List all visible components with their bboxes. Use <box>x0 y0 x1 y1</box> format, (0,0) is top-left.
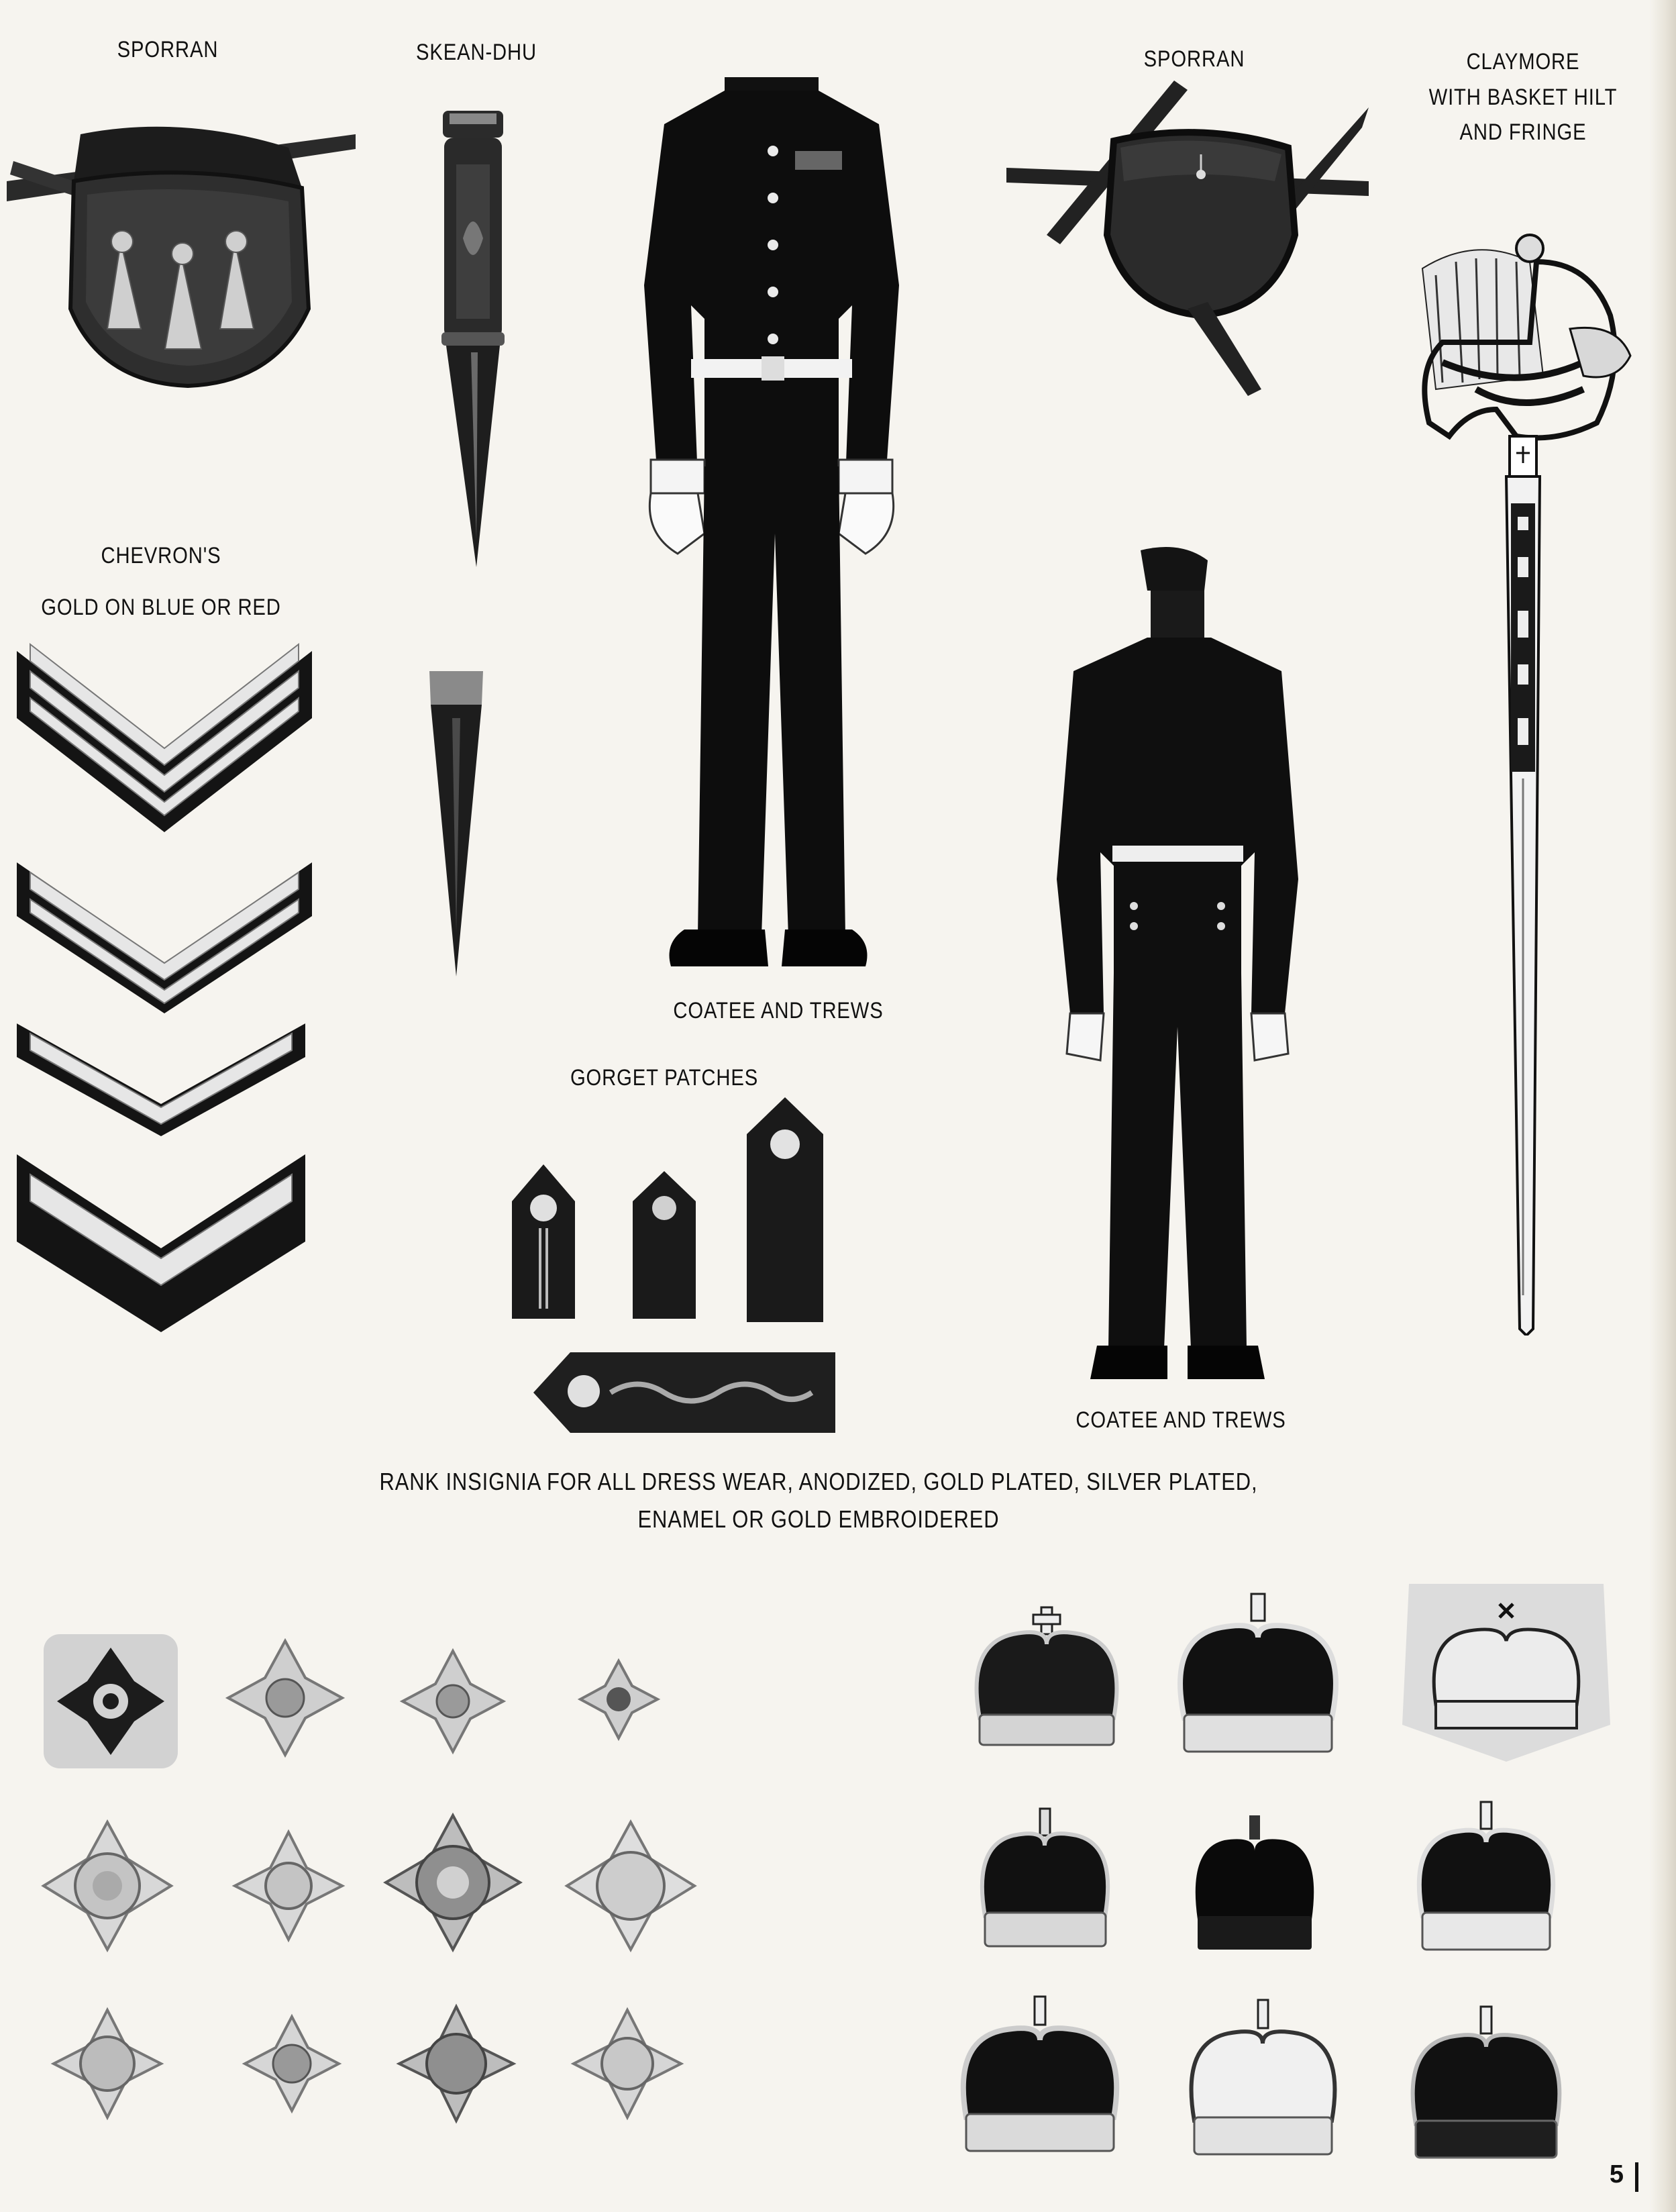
claymore-sword-image <box>1396 221 1651 1336</box>
metal-pip-row3-1-image <box>50 2007 164 2121</box>
caption-skean-dhu: SKEAN-DHU <box>416 40 537 65</box>
metal-pip-row2-1-image <box>40 1819 174 1953</box>
caption-claymore-line-2: WITH BASKET HILT <box>1428 84 1618 110</box>
embroidered-pip-image <box>40 1631 181 1772</box>
crown-row2-3-image <box>1409 1799 1563 1960</box>
caption-rank-insignia-line-1: RANK INSIGNIA FOR ALL DRESS WEAR, ANODIZED, GOLD PLATED, SILVER PLATED, <box>379 1468 1258 1495</box>
crown-row3-3-image <box>1402 2003 1570 2168</box>
chevron-single-bar-upper-image <box>17 1017 305 1138</box>
coatee-front-figure <box>624 64 919 980</box>
caption-chevrons <box>40 530 282 633</box>
page-number: 5 <box>1609 2160 1624 2189</box>
metal-pip-row2-3-image <box>382 1812 523 1953</box>
caption-claymore <box>1414 44 1633 150</box>
skean-dhu-scabbard-image <box>423 664 490 980</box>
metal-pip-row3-4-image <box>570 2007 684 2121</box>
crown-row1-3-image <box>1396 1564 1617 1765</box>
sporran-left-image <box>7 107 356 389</box>
caption-gorget-patches: GORGET PATCHES <box>570 1065 759 1091</box>
caption-claymore-line-1: CLAYMORE <box>1466 49 1580 74</box>
metal-pip-row3-2-image <box>242 2013 342 2114</box>
crown-row3-1-image <box>953 1993 1127 2161</box>
metal-pip-row2-4-image <box>564 1819 698 1953</box>
metal-pip-row1-2-image <box>225 1638 346 1758</box>
crown-row2-2-image <box>1188 1812 1322 1956</box>
coatee-back-figure <box>1033 544 1322 1382</box>
gorget-patch-1-image <box>507 1161 580 1322</box>
metal-pip-row1-3-image <box>399 1648 507 1755</box>
caption-chevrons-line-1: CHEVRON'S <box>101 543 221 568</box>
sporran-right-image <box>1006 81 1369 430</box>
gorget-patch-3-image <box>741 1094 829 1325</box>
chevron-three-bar-image <box>17 631 312 839</box>
caption-coatee-back: COATEE AND TREWS <box>1076 1407 1286 1433</box>
metal-pip-row1-4-image <box>577 1658 661 1742</box>
caption-sporran-left: SPORRAN <box>117 37 219 62</box>
caption-rank-insignia-line-2: ENAMEL OR GOLD EMBROIDERED <box>637 1505 1000 1533</box>
crown-row1-1-image <box>966 1604 1127 1755</box>
gorget-patch-2-image <box>627 1168 701 1322</box>
metal-pip-row2-2-image <box>231 1829 346 1943</box>
caption-rank-insignia <box>311 1463 1326 1538</box>
page-number-bar <box>1635 2162 1638 2192</box>
chevron-two-bar-image <box>17 856 312 1017</box>
caption-sporran-right: SPORRAN <box>1143 46 1245 72</box>
crown-row3-2-image <box>1181 1997 1345 2164</box>
page-edge <box>1649 0 1676 2212</box>
caption-claymore-line-3: AND FRINGE <box>1459 119 1587 146</box>
skean-dhu-knife-image <box>429 104 517 574</box>
crown-row1-2-image <box>1167 1591 1349 1762</box>
chevron-single-bar-lower-image <box>17 1148 305 1336</box>
metal-pip-row3-3-image <box>396 2003 517 2124</box>
crown-row2-1-image <box>973 1805 1117 1956</box>
caption-coatee-front: COATEE AND TREWS <box>673 998 884 1023</box>
shoulder-board-image <box>530 1346 839 1440</box>
caption-chevrons-line-2: GOLD ON BLUE OR RED <box>41 594 281 620</box>
